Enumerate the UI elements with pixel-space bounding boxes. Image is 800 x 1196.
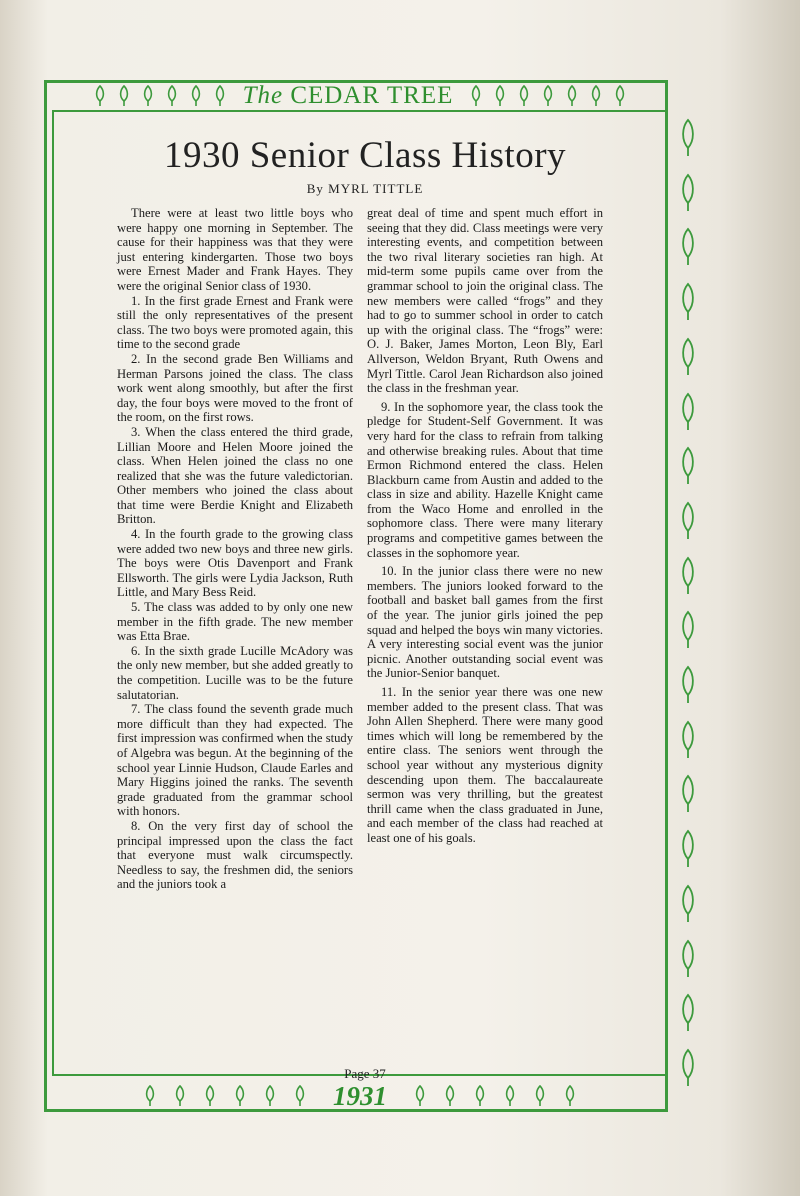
cedar-tree-icon <box>141 85 155 107</box>
paragraph: 2. In the second grade Ben Williams and Herman Parsons joined the class. The class work went along smoothly, but after the first day, the four boys were moved to the front of the room, on the first rows. <box>117 351 353 425</box>
cedar-tree-icon <box>679 829 697 869</box>
cedar-tree-icon <box>679 556 697 596</box>
paragraph: 7. The class found the seventh grade much more difficult than they had expected. The first impression was confirmed when the study of Algebra was begun. At the beginning of the school year Linnie Hudson, Claude Earles and Mary Higgins joined the ranks. The seventh grade graduated from the grammar school with honors. <box>117 702 353 819</box>
paragraph: 9. In the sophomore year, the class took the pledge for Student-Self Government. It was very hard for the class to refrain from talking and otherwise breaking rules. About that time Ermon Richmond entered the class. Helen Blackburn came from Austin and added to the class in size and ability. Hazelle Knight came from the Waco Home and enrolled in the sophomore class. There were many literary programs and competitive games between the classes in the sophomore year. <box>367 399 603 560</box>
cedar-tree-icon <box>679 118 697 158</box>
right-column <box>367 206 603 846</box>
cedar-tree-icon <box>541 85 555 107</box>
masthead-the: The <box>242 82 284 109</box>
cedar-tree-icon <box>233 1085 247 1107</box>
cedar-tree-icon <box>473 1085 487 1107</box>
cedar-tree-icon <box>679 993 697 1033</box>
cedar-tree-icon <box>679 939 697 979</box>
cedar-tree-icon <box>565 85 579 107</box>
paragraph: great deal of time and spent much effort in seeing that they did. Class meetings were very interesting events, and competition between the two rival literary societies ran high. At mid-term some pupils came over from the grammar school to join the original class. The new members were called “frogs” and they had to go to summer school in order to catch up with the original class. The “frogs” were: O. J. Baker, James Morton, Leon Bly, Earl Allverson, Weldon Bryant, Ruth Owens and Myrl Tittle. Carol Jean Richardson also joined the class in the freshman year. <box>367 206 603 396</box>
paragraph: 11. In the senior year there was one new member added to the present class. That was John Allen Shepherd. There were many good times which will long be remembered by the entire class. The seniors went through the school year without any mysterious dignity descending upon them. The baccalaureate sermon was very thrilling, but the greatest thrill came when the class graduated in June, and each member of the class had reached at least one of his goals. <box>367 685 603 845</box>
paragraph: 3. When the class entered the third grade, Lillian Moore and Helen Moore joined the class. When Helen joined the class no one realized that she was the future valedictorian. Other members who joined the class about that time were Berdie Knight and Elizabeth Britton. <box>117 424 353 527</box>
cedar-tree-icon <box>589 85 603 107</box>
masthead-row <box>60 80 660 112</box>
paragraph: 5. The class was added to by only one new member in the fifth grade. The new member was Etta Brae. <box>117 600 353 644</box>
footer-row <box>60 1080 660 1112</box>
page-number: Page 37 <box>344 1066 386 1081</box>
cedar-tree-icon <box>493 85 507 107</box>
cedar-tree-icon <box>213 85 227 107</box>
cedar-tree-icon <box>679 884 697 924</box>
left-column <box>117 206 353 892</box>
cedar-tree-icon <box>143 1085 157 1107</box>
paragraph: 8. On the very first day of school the principal impressed upon the class the fact that everyone must walk circumspectly. Needless to say, the freshmen did, the seniors and the juniors took a <box>117 818 353 892</box>
byline: By MYRL TITTLE <box>306 181 424 196</box>
page-title: 1930 Senior Class History <box>163 135 567 176</box>
cedar-tree-icon <box>679 282 697 322</box>
cedar-tree-icon <box>679 446 697 486</box>
cedar-tree-icon <box>679 774 697 814</box>
cedar-tree-icon <box>203 1085 217 1107</box>
cedar-tree-icon <box>679 665 697 705</box>
cedar-tree-icon <box>293 1085 307 1107</box>
cedar-tree-icon <box>93 85 107 107</box>
cedar-tree-icon <box>613 85 627 107</box>
paragraph: 10. In the junior class there were no new members. The juniors looked forward to the football and basket ball games from the first of the year. The junior girls joined the pep squad and helped the boys win many victories. A very interesting social event was the junior picnic. Another outstanding social event was the Junior-Senior banquet. <box>367 564 603 681</box>
paragraph: 1. In the first grade Ernest and Frank were still the only representatives of the present class. The two boys were promoted again, this time to the second grade <box>117 293 353 352</box>
cedar-tree-icon <box>503 1085 517 1107</box>
cedar-tree-icon <box>679 227 697 267</box>
cedar-tree-icon <box>679 337 697 377</box>
cedar-tree-icon <box>189 85 203 107</box>
cedar-tree-icon <box>173 1085 187 1107</box>
masthead-title <box>237 82 460 110</box>
year-label: 1931 <box>333 1080 387 1111</box>
cedar-tree-icon <box>117 85 131 107</box>
cedar-tree-icon <box>679 1048 697 1088</box>
cedar-tree-icon <box>679 173 697 213</box>
cedar-tree-icon <box>469 85 483 107</box>
cedar-tree-icon <box>533 1085 547 1107</box>
cedar-tree-icon <box>679 501 697 541</box>
right-border-ornaments <box>676 118 700 1088</box>
cedar-tree-icon <box>443 1085 457 1107</box>
paragraph: 4. In the fourth grade to the growing class were added two new boys and three new girls. The boys were Otis Davenport and Frank Ellsworth. The girls were Lydia Jackson, Ruth Little, and Mary Bess Reid. <box>117 527 353 600</box>
paragraph: 6. In the sixth grade Lucille McAdory was the only new member, but she added greatly to the competition. Lucille was to be the future salutatorian. <box>117 643 353 702</box>
cedar-tree-icon <box>413 1085 427 1107</box>
cedar-tree-icon <box>679 720 697 760</box>
paragraph: There were at least two little boys who were happy one morning in September. The cause for their happiness was that they were just entering kindergarten. Those two boys were Ernest Mader and Frank Hayes. They were the original Senior class of 1930. <box>117 206 353 293</box>
masthead-name: CEDAR TREE <box>290 82 454 109</box>
cedar-tree-icon <box>165 85 179 107</box>
cedar-tree-icon <box>679 392 697 432</box>
cedar-tree-icon <box>563 1085 577 1107</box>
cedar-tree-icon <box>517 85 531 107</box>
cedar-tree-icon <box>263 1085 277 1107</box>
cedar-tree-icon <box>679 610 697 650</box>
